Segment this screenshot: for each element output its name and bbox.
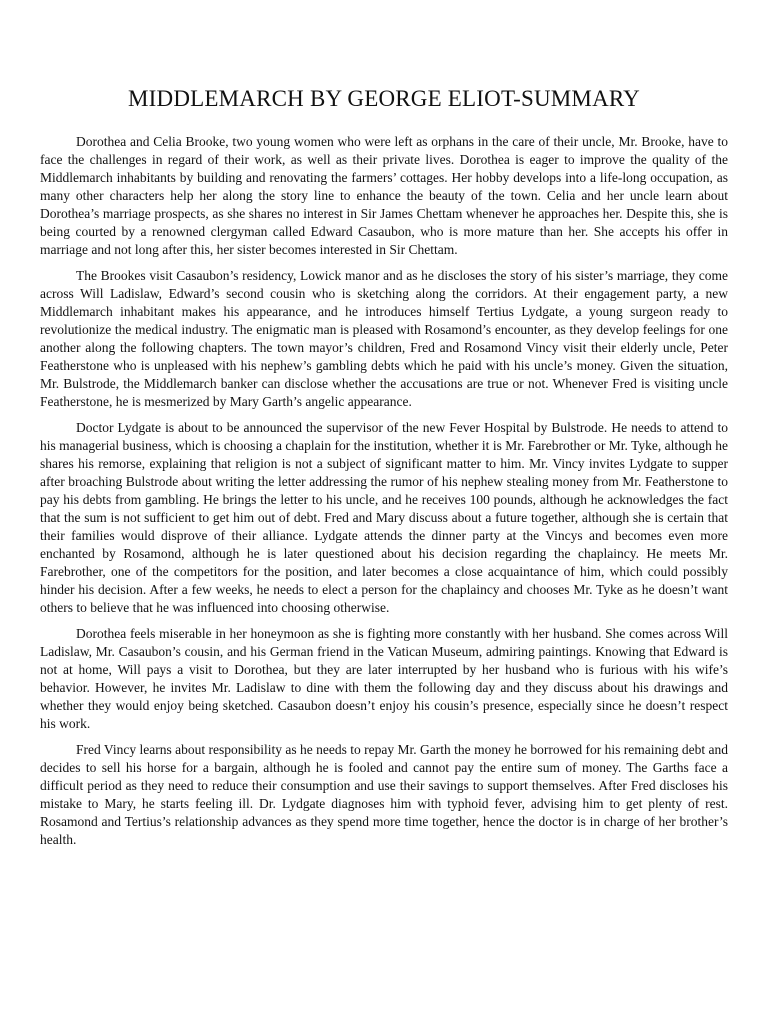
paragraph-5: Fred Vincy learns about responsibility as he needs to repay Mr. Garth the money he borrowed for his remaining debt and decides to sell his horse for a bargain, although he is fooled and cannot pay the entire sum of money. The Garths face a difficult period as they need to reduce their consumption and use their savings to support themselves. After Fred discloses his mistake to Mary, he starts feeling ill. Dr. Lydgate diagnoses him with typhoid fever, advising him to get plenty of rest. Rosamond and Tertius’s relationship advances as they spend more time together, hence the doctor is in charge of her brother’s health. <box>40 742 728 848</box>
paragraph-3: Doctor Lydgate is about to be announced the supervisor of the new Fever Hospital by Bulstrode. He needs to attend to his managerial business, which is choosing a chaplain for the institution, whether it is Mr. Farebrother or Mr. Tyke, although he shares his remorse, explaining that religion is not a subject of significant matter to him. Mr. Vincy invites Lydgate to supper after broaching Bulstrode about writing the letter addressing the rumor of his nephew stealing money from Mr. Featherstone to pay his debts from gambling. He brings the letter to his uncle, and he receives 100 pounds, although he acknowledges the fact that the sum is not sufficient to get him out of debt. Fred and Mary discuss about a future together, although she is certain that their families would disprove of their alliance. Lydgate attends the dinner party at the Vincys and becomes even more enchanted by Rosamond, although he is later questioned about his decision regarding the chaplaincy. He meets Mr. Farebrother, one of the competitors for the position, and later becomes a close acquaintance of him, which could possibly hinder his decision. After a few weeks, he needs to elect a person for the chaplaincy and chooses Mr. Tyke as he doesn’t want others to believe that he was influenced into choosing otherwise. <box>40 420 728 616</box>
paragraph-2: The Brookes visit Casaubon’s residency, Lowick manor and as he discloses the story of his sister’s marriage, they come across Will Ladislaw, Edward’s second cousin who is sketching along the corridors. At their engagement party, a new Middlemarch inhabitant makes his appearance, and he introduces himself Tertius Lydgate, a young surgeon ready to revolutionize the medical industry. The enigmatic man is pleased with Rosamond’s encounter, as they develop feelings for one another along the following chapters. The town mayor’s children, Fred and Rosamond Vincy visit their elderly uncle, Peter Featherstone who is unpleased with his nephew’s gambling debts which he paid with his uncle’s money. Given the situation, Mr. Bulstrode, the Middlemarch banker can disclose whether the accusations are true or not. Whenever Fred is visiting uncle Featherstone, he is mesmerized by Mary Garth’s angelic appearance. <box>40 268 728 410</box>
paragraph-4: Dorothea feels miserable in her honeymoon as she is fighting more constantly with her husband. She comes across Will Ladislaw, Mr. Casaubon’s cousin, and his German friend in the Vatican Museum, admiring paintings. Knowing that Edward is not at home, Will pays a visit to Dorothea, but they are later interrupted by her husband who is furious with his wife’s behavior. However, he invites Mr. Ladislaw to dine with them the following day and they discuss about his drawings and whether they would enjoy being sketched. Casaubon doesn’t enjoy his cousin’s presence, especially since he doesn’t respect his work. <box>40 626 728 732</box>
paragraph-1: Dorothea and Celia Brooke, two young women who were left as orphans in the care of their uncle, Mr. Brooke, have to face the challenges in regard of their work, as well as their private lives. Dorothea is eager to improve the quality of the Middlemarch inhabitants by building and renovating the farmers’ cottages. Her hobby develops into a life-long occupation, as many other characters help her along the story line to enhance the beauty of the town. Celia and her uncle learn about Dorothea’s marriage prospects, as she shares no interest in Sir James Chettam whenever he approaches her. Despite this, she is being courted by a renowned clergyman called Edward Casaubon, who is more mature than her. She accepts his offer in marriage and not long after this, her sister becomes interested in Sir Chettam. <box>40 134 728 258</box>
document-body <box>40 133 728 849</box>
document-title: MIDDLEMARCH BY GEORGE ELIOT-SUMMARY <box>128 86 640 111</box>
